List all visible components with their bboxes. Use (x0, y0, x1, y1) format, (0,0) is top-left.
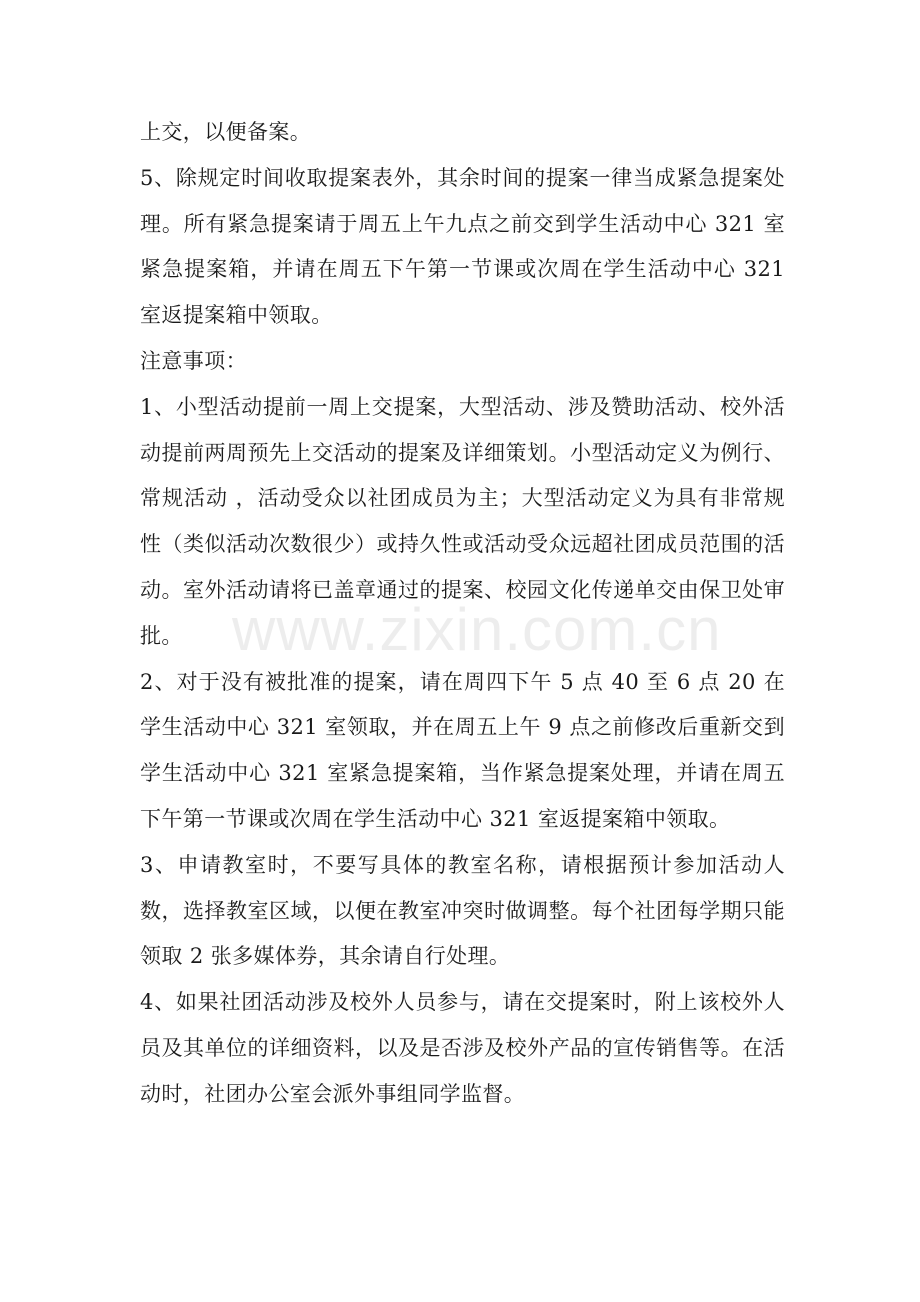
document-body (140, 110, 785, 1118)
paragraph-item-5: 5、除规定时间收取提案表外，其余时间的提案一律当成紧急提案处理。所有紧急提案请于周五上午九点之前交到学生活动中心 321 室紧急提案箱，并请在周五下午第一节课或次周在学生活动中心 321 室返提案箱中领取。 (140, 165, 785, 328)
watermark: www.zixin.com.cn (232, 596, 722, 663)
note-item-3: 3、申请教室时，不要写具体的教室名称，请根据预计参加活动人数，选择教室区域，以便在教室冲突时做调整。每个社团每学期只能领取 2 张多媒体券，其余请自行处理。 (140, 852, 785, 969)
note-item-2: 2、对于没有被批准的提案，请在周四下午 5 点 40 至 6 点 20 在学生活动中心 321 室领取，并在周五上午 9 点之前修改后重新交到学生活动中心 321 室紧急提案箱，当作紧急提案处理，并请在周五下午第一节课或次周在学生活动中心 321 室返提案箱中领取。 (140, 669, 785, 831)
note-item-1: 1、小型活动提前一周上交提案，大型活动、涉及赞助活动、校外活动提前两周预先上交活动的提案及详细策划。小型活动定义为例行、常规活动 ，活动受众以社团成员为主；大型活动定义为具有非常规性（类似活动次数很少）或持久性或活动受众远超社团成员范围的活动。室外活动请将已盖章通过的提案、校园文化传递单交由保卫处审批。 (140, 394, 785, 648)
note-item-4: 4、如果社团活动涉及校外人员参与，请在交提案时，附上该校外人员及其单位的详细资料，以及是否涉及校外产品的宣传销售等。在活动时，社团办公室会派外事组同学监督。 (140, 990, 785, 1106)
notes-heading: 注意事项： (140, 348, 247, 373)
paragraph-continuation: 上交，以便备案。 (140, 120, 312, 144)
